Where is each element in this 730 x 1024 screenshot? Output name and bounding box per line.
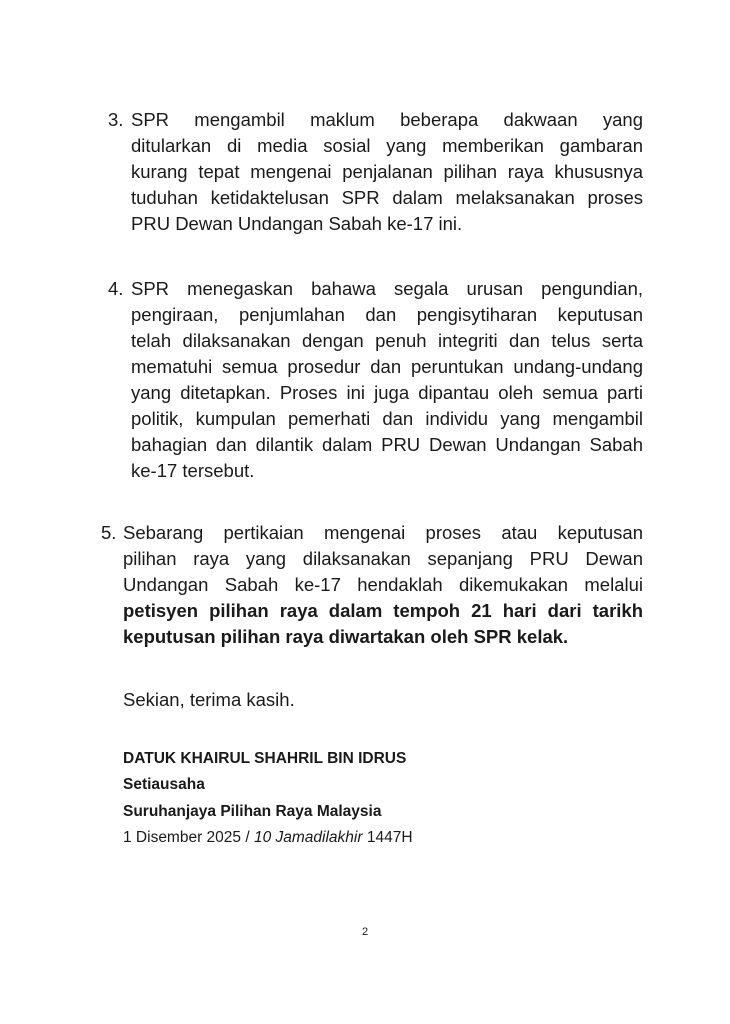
signatory-organisation: Suruhanjaya Pilihan Raya Malaysia — [123, 803, 382, 820]
document-date — [123, 828, 413, 848]
item-number: 4. — [108, 278, 124, 299]
paragraph-line: bahagian dan dilantik dalam PRU Dewan Undangan Sabah — [131, 434, 643, 455]
paragraph-line: PRU Dewan Undangan Sabah ke-17 ini. — [131, 213, 463, 234]
paragraph-line: SPR mengambil maklum beberapa dakwaan yang — [131, 109, 643, 130]
paragraph-line: ditularkan di media sosial yang memberikan gambaran — [131, 135, 643, 156]
paragraph-line: SPR menegaskan bahawa segala urusan pengundian, — [131, 278, 643, 299]
paragraph-line: politik, kumpulan pemerhati dan individu yang mengambil — [131, 408, 643, 429]
paragraph-line: mematuhi semua prosedur dan peruntukan undang-undang — [131, 356, 643, 377]
paragraph-line: tuduhan ketidaktelusan SPR dalam melaksanakan proses — [131, 187, 643, 208]
paragraph-line: pengiraan, penjumlahan dan pengisytiharan keputusan — [131, 304, 643, 325]
closing-text: Sekian, terima kasih. — [123, 689, 295, 710]
item-number: 3. — [108, 109, 124, 130]
paragraph-line: telah dilaksanakan dengan penuh integriti dan telus serta — [131, 330, 643, 351]
paragraph-line: Sebarang pertikaian mengenai proses atau keputusan — [123, 522, 643, 543]
paragraph-line: kurang tepat mengenai penjalanan pilihan raya khususnya — [131, 161, 643, 182]
signatory-name: DATUK KHAIRUL SHAHRIL BIN IDRUS — [123, 750, 407, 767]
paragraph-line-bold: petisyen pilihan raya dalam tempoh 21 hari dari tarikh — [123, 600, 643, 621]
paragraph-line: pilihan raya yang dilaksanakan sepanjang PRU Dewan — [123, 548, 643, 569]
paragraph-line: yang ditetapkan. Proses ini juga dipantau oleh semua parti — [131, 382, 643, 403]
paragraph-line-bold: keputusan pilihan raya diwartakan oleh SPR kelak. — [123, 626, 569, 647]
signatory-position: Setiausaha — [123, 776, 205, 793]
date-gregorian: 1 Disember 2025 / — [123, 829, 254, 846]
paragraph-line: ke-17 tersebut. — [131, 460, 255, 481]
page-number: 2 — [361, 926, 369, 938]
paragraph-line: Undangan Sabah ke-17 hendaklah dikemukakan melalui — [123, 574, 643, 595]
date-hijri-month: 10 Jamadilakhir — [253, 829, 363, 846]
item-number: 5. — [101, 522, 117, 543]
date-hijri-year: 1447H — [362, 829, 413, 846]
